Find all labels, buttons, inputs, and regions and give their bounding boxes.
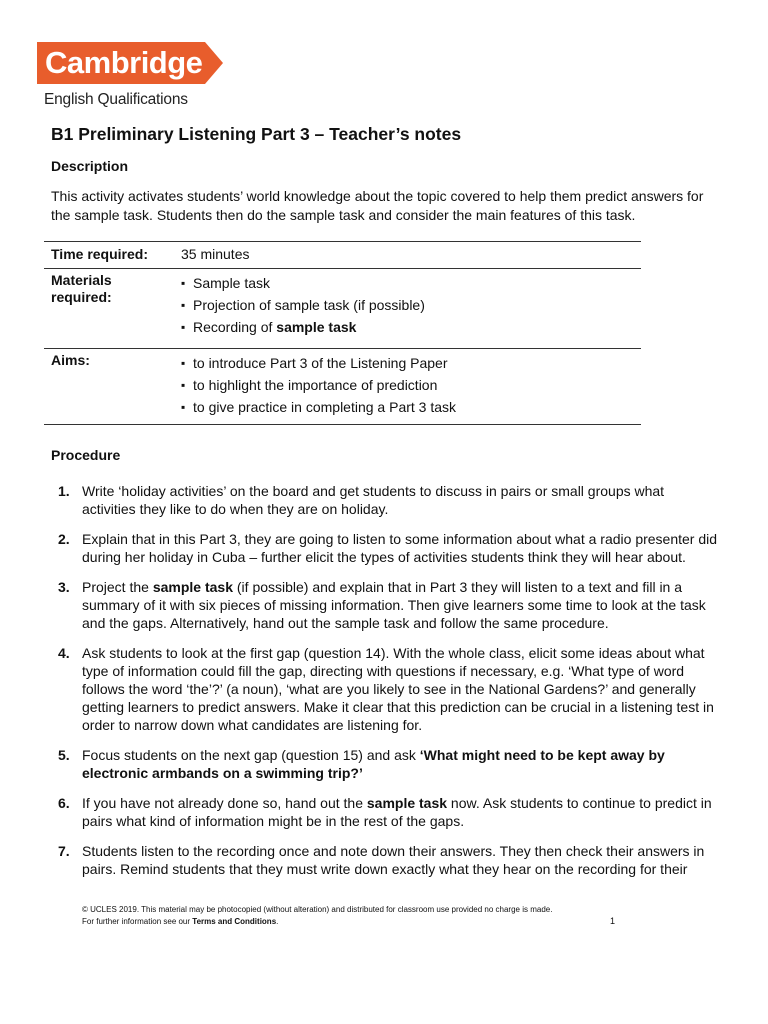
- page-title: B1 Preliminary Listening Part 3 – Teacher’s notes: [51, 124, 462, 144]
- procedure-step: 1. Write ‘holiday activities’ on the board and get students to discuss in pairs or small groups what activities they like to do when they are on holiday.: [58, 483, 665, 517]
- time-label: Time required:: [51, 246, 148, 262]
- procedure-step: 7. Students listen to the recording once and note down their answers. They then check their answers in pairs. Remind students that they must write down exactly what they hear on the recording for their: [58, 843, 705, 877]
- materials-list: [171, 272, 641, 338]
- description-heading: Description: [51, 158, 129, 174]
- time-value: 35 minutes: [181, 246, 250, 262]
- materials-item: ▪ Recording of sample task: [181, 316, 641, 338]
- aims-row: [44, 349, 641, 425]
- aims-item: ▪ to introduce Part 3 of the Listening Paper: [181, 352, 641, 374]
- description-text: This activity activates students’ world knowledge about the topic covered to help them predict answers for the sample task. Students then do the sample task and consider the main features of this task.: [51, 188, 704, 223]
- materials-item: ▪ Projection of sample task (if possible): [181, 294, 641, 316]
- cambridge-logo: [37, 42, 223, 84]
- copyright-text: © UCLES 2019. This material may be photocopied (without alteration) and distributed for classroom use provided no charge is made.: [82, 905, 553, 914]
- procedure-step: 6. If you have not already done so, hand out the sample task now. Ask students to continue to predict in pairs what kind of information might be in the rest of the gaps.: [58, 795, 712, 829]
- logo-brand: Cambridge: [45, 45, 203, 80]
- aims-item: ▪ to highlight the importance of prediction: [181, 374, 641, 396]
- info-table: [44, 241, 641, 425]
- terms-link[interactable]: Terms and Conditions: [192, 917, 277, 926]
- page-footer: [82, 904, 622, 928]
- materials-item: ▪ Sample task: [181, 272, 641, 294]
- materials-label: Materials required:: [51, 272, 112, 305]
- aims-label: Aims:: [51, 352, 90, 368]
- aims-list: [171, 352, 641, 418]
- page-number: 1: [610, 916, 616, 926]
- procedure-step: 2. Explain that in this Part 3, they are going to listen to some information about what a radio presenter did during her holiday in Cuba – further elicit the types of activities students think they will hear about.: [58, 531, 718, 565]
- procedure-steps: [51, 482, 721, 890]
- procedure-step: 5. Focus students on the next gap (question 15) and ask ‘What might need to be kept away by electronic armbands on a swimming trip?’: [58, 747, 665, 781]
- materials-row: [44, 269, 641, 349]
- logo-subtitle: English Qualifications: [44, 91, 188, 108]
- aims-item: ▪ to give practice in completing a Part 3 task: [181, 396, 641, 418]
- procedure-step: 4. Ask students to look at the first gap (question 14). With the whole class, elicit some ideas about what type of information could fill the gap, directing with questions if necessary, e.g. ‘What type of word follows the word ‘the’?’ (a noun), ‘what are you likely to see in the National Gardens?’ and generally getting learners to predict answers. Make it clear that this prediction can be crucial in a listening test in order to narrow down what candidates are listening for.: [58, 645, 714, 733]
- time-row: [44, 242, 641, 269]
- procedure-heading: Procedure: [51, 447, 121, 463]
- terms-line: For further information see our Terms and Conditions.: [82, 917, 279, 926]
- procedure-step: 3. Project the sample task (if possible) and explain that in Part 3 they will listen to a text and fill in a summary of it with six pieces of missing information. Then give learners some time to look at the task and the gaps. Alternatively, hand out the sample task and follow the same procedure.: [58, 579, 706, 631]
- logo-badge: [37, 42, 223, 84]
